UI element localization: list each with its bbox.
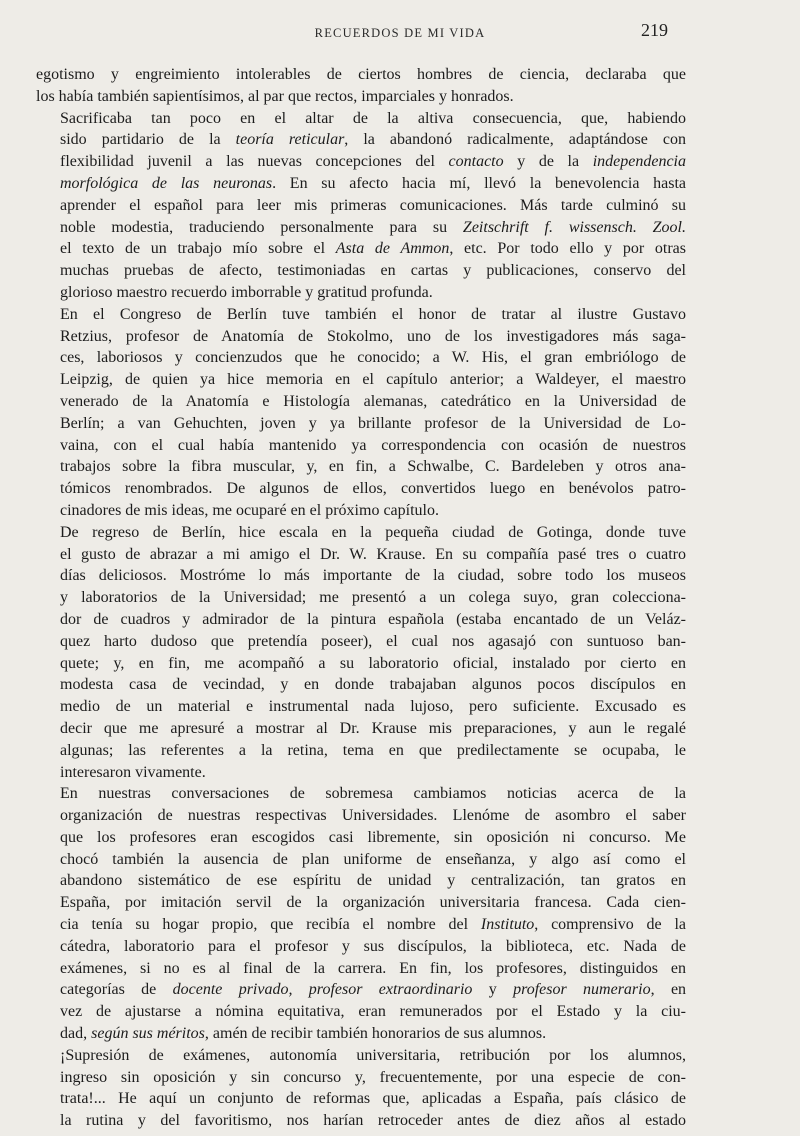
text-line: aprender el español para leer mis primeras comunicaciones. Más tarde culminó su — [60, 196, 686, 214]
paragraph — [36, 522, 686, 784]
text-line: dad, según sus méritos, amén de recibir también honorarios de sus alumnos. — [60, 1025, 547, 1043]
paragraph — [36, 64, 686, 108]
text-line: tómicos renombrados. De algunos de ellos, convertidos luego en benévolos patro- — [60, 480, 686, 498]
text-line: los había también sapientísimos, al par que rectos, imparciales y honrados. — [36, 87, 514, 105]
text-line: Sacrificaba tan poco en el altar de la altiva consecuencia, que, habiendo — [60, 109, 686, 127]
text-line: morfológica de las neuronas. En su afecto hacia mí, llevó la benevolencia hasta — [60, 174, 687, 192]
text-line: Leipzig, de quien ya hice memoria en el capítulo anterior; a Waldeyer, el maestro — [60, 371, 686, 389]
text-line: cia tenía su hogar propio, que recibía el nombre del Instituto, comprensivo de la — [60, 916, 687, 934]
paragraph — [36, 304, 686, 522]
text-line: la rutina y del favoritismo, nos harían retroceder antes de diez años al estado — [60, 1112, 686, 1130]
text-line: ¡Supresión de exámenes, autonomía universitaria, retribución por los alumnos, — [60, 1046, 686, 1064]
text-line: glorioso maestro recuerdo imborrable y gratitud profunda. — [60, 283, 433, 301]
text-line: trata!... He aquí un conjunto de reformas que, aplicadas a España, país clásico de — [60, 1090, 686, 1108]
text-line: dor de cuadros y admirador de la pintura española (estaba encantado de un Veláz- — [60, 610, 686, 628]
page-header — [0, 18, 800, 48]
text-line: quez harto dudoso que pretendía poseer), el cual nos agasajó con suntuoso ban- — [60, 632, 686, 650]
text-line: vez de ajustarse a nómina equitativa, eran remunerados por el Estado y la ciu- — [60, 1003, 686, 1021]
text-line: abandono sistemático de ese espíritu de unidad y centralización, tan gratos en — [60, 872, 686, 890]
text-line: Berlín; a van Gehuchten, joven y ya brillante profesor de la Universidad de Lo- — [60, 414, 686, 432]
text-line: vaina, con el cual había mantenido ya correspondencia con ocasión de nuestros — [60, 436, 686, 454]
running-title: RECUERDOS DE MI VIDA — [314, 26, 486, 40]
text-line: venerado de la Anatomía e Histología alemanas, catedrático en la Universidad de — [60, 392, 686, 410]
text-line: noble modestia, traduciendo personalmente para su Zeitschrift f. wissensch. Zool. — [60, 218, 687, 236]
text-line: De regreso de Berlín, hice escala en la pequeña ciudad de Gotinga, donde tuve — [60, 523, 686, 541]
paragraph — [36, 783, 686, 1045]
text-line: organización de nuestras respectivas Universidades. Llenóme de asombro el saber — [60, 807, 686, 825]
text-line: categorías de docente privado, profesor extraordinario y profesor numerario, en — [60, 981, 687, 999]
text-line: En el Congreso de Berlín tuve también el honor de tratar al ilustre Gustavo — [60, 305, 686, 323]
body-text — [36, 64, 686, 1132]
text-line: quete; y, en fin, me acompañó a su laboratorio oficial, instalado por cierto en — [60, 654, 686, 672]
text-line: modesta casa de vecindad, y en donde trabajaban algunos pocos discípulos en — [60, 676, 686, 694]
text-line: sido partidario de la teoría reticular, la abandonó radicalmente, adaptándose con — [60, 131, 686, 149]
text-line: y laboratorios de la Universidad; me presentó a un colega suyo, gran colecciona- — [60, 589, 686, 607]
paragraph — [36, 1045, 686, 1132]
text-line: exámenes, si no es al final de la carrera. En fin, los profesores, distinguidos en — [60, 959, 686, 977]
text-line: el texto de un trabajo mío sobre el Asta de Ammon, etc. Por todo ello y por otras — [60, 240, 686, 258]
text-line: trabajos sobre la fibra muscular, y, en fin, a Schwalbe, C. Bardeleben y otros ana- — [60, 458, 686, 476]
text-line: En nuestras conversaciones de sobremesa cambiamos noticias acerca de la — [60, 785, 686, 803]
paragraph — [36, 108, 686, 304]
text-line: ingreso sin oposición y sin concurso y, frecuentemente, por una especie de con- — [60, 1068, 686, 1086]
text-line: decir que me apresuré a mostrar al Dr. Krause mis preparaciones, y aun le regalé — [60, 719, 686, 737]
text-line: medio de un material e instrumental nada lujoso, pero suficiente. Excusado es — [60, 698, 686, 716]
text-line: flexibilidad juvenil a las nuevas concepciones del contacto y de la independencia — [60, 153, 686, 171]
text-line: interesaron vivamente. — [60, 763, 206, 781]
text-line: chocó también la ausencia de plan uniforme de enseñanza, y algo así como el — [60, 850, 686, 868]
text-line: muchas pruebas de afecto, testimoniadas en cartas y publicaciones, conservo del — [60, 262, 686, 280]
text-line: que los profesores eran escogidos casi libremente, sin oposición ni concurso. Me — [60, 828, 686, 846]
text-line: Retzius, profesor de Anatomía de Stokolmo, uno de los investigadores más saga- — [60, 327, 686, 345]
text-line: cátedra, laboratorio para el profesor y sus discípulos, la biblioteca, etc. Nada de — [60, 937, 686, 955]
text-line: España, por imitación servil de la organización universitaria francesa. Cada cien- — [60, 894, 686, 912]
text-line: cinadores de mis ideas, me ocuparé en el próximo capítulo. — [60, 501, 439, 519]
text-line: días deliciosos. Mostróme lo más importante de la ciudad, sobre todo los museos — [60, 567, 686, 585]
text-line: algunas; las referentes a la retina, tema en que predilectamente se ocupaba, le — [60, 741, 686, 759]
text-line: el gusto de abrazar a mi amigo el Dr. W. Krause. En su compañía pasé tres o cuatro — [60, 545, 686, 563]
text-line: egotismo y engreimiento intolerables de ciertos hombres de ciencia, declaraba que — [36, 66, 686, 83]
page-number: 219 — [641, 20, 668, 40]
text-line: ces, laboriosos y concienzudos que he conocido; a W. His, el gran embriólogo de — [60, 349, 686, 367]
